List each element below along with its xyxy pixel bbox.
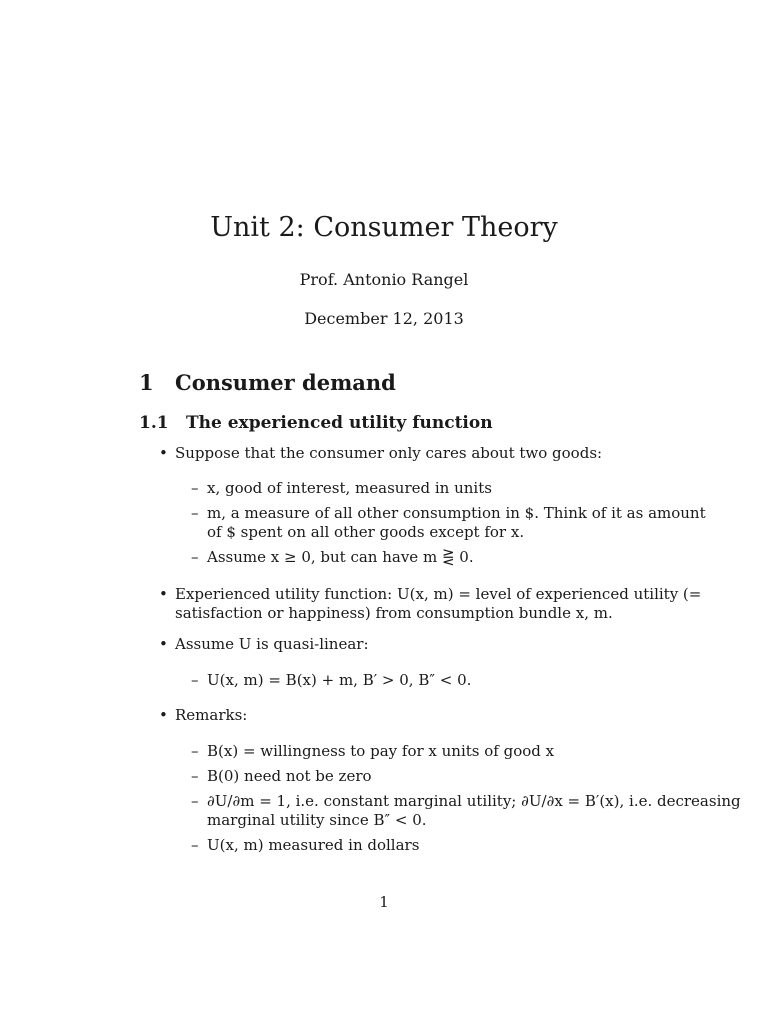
document-title: Unit 2: Consumer Theory [210,212,558,243]
dash-marker: – [191,792,199,810]
dash-marker: – [191,836,199,854]
subsection-number: 1.1 [139,413,169,433]
sub-item-text: of $ spent on all other goods except for x. [207,523,525,541]
dash-marker: – [191,548,199,566]
sub-item-text: U(x, m) measured in dollars [207,836,420,854]
bullet-text: satisfaction or happiness) from consumption bundle x, m. [175,604,613,622]
dash-marker: – [191,504,199,522]
dash-marker: – [191,742,199,760]
sub-item-text: m, a measure of all other consumption in $. Think of it as amount [207,504,706,522]
sub-item-text: B(x) = willingness to pay for x units of good x [207,742,555,760]
page-number: 1 [379,893,389,911]
bullet-marker: • [159,635,168,653]
bullet-text: Assume U is quasi-linear: [175,635,369,653]
dash-marker: – [191,479,199,497]
bullet-marker: • [159,706,168,724]
sub-item-text: marginal utility since B″ < 0. [207,811,427,829]
sub-item-text: ∂U/∂m = 1, i.e. constant marginal utility; ∂U/∂x = B′(x), i.e. decreasing [207,792,741,810]
subsection-heading [139,413,493,433]
section-number: 1 [139,370,154,395]
bullet-text: Suppose that the consumer only cares about two goods: [175,444,603,462]
section-heading [139,370,396,395]
dash-marker: – [191,671,199,689]
sub-item-text: U(x, m) = B(x) + m, B′ > 0, B″ < 0. [207,671,472,689]
sub-item-text: B(0) need not be zero [207,767,372,785]
document-date: December 12, 2013 [304,309,464,328]
bullet-text: Remarks: [175,706,248,724]
sub-item-text: Assume x ≥ 0, but can have m ⋛ 0. [207,548,474,566]
sub-item-text: x, good of interest, measured in units [207,479,492,497]
bullet-marker: • [159,444,168,462]
bullet-marker: • [159,585,168,603]
author-name: Prof. Antonio Rangel [299,270,469,289]
bullet-text: Experienced utility function: U(x, m) = level of experienced utility (= [175,585,702,603]
section-title: Consumer demand [175,370,396,395]
subsection-title: The experienced utility function [186,413,493,433]
dash-marker: – [191,767,199,785]
